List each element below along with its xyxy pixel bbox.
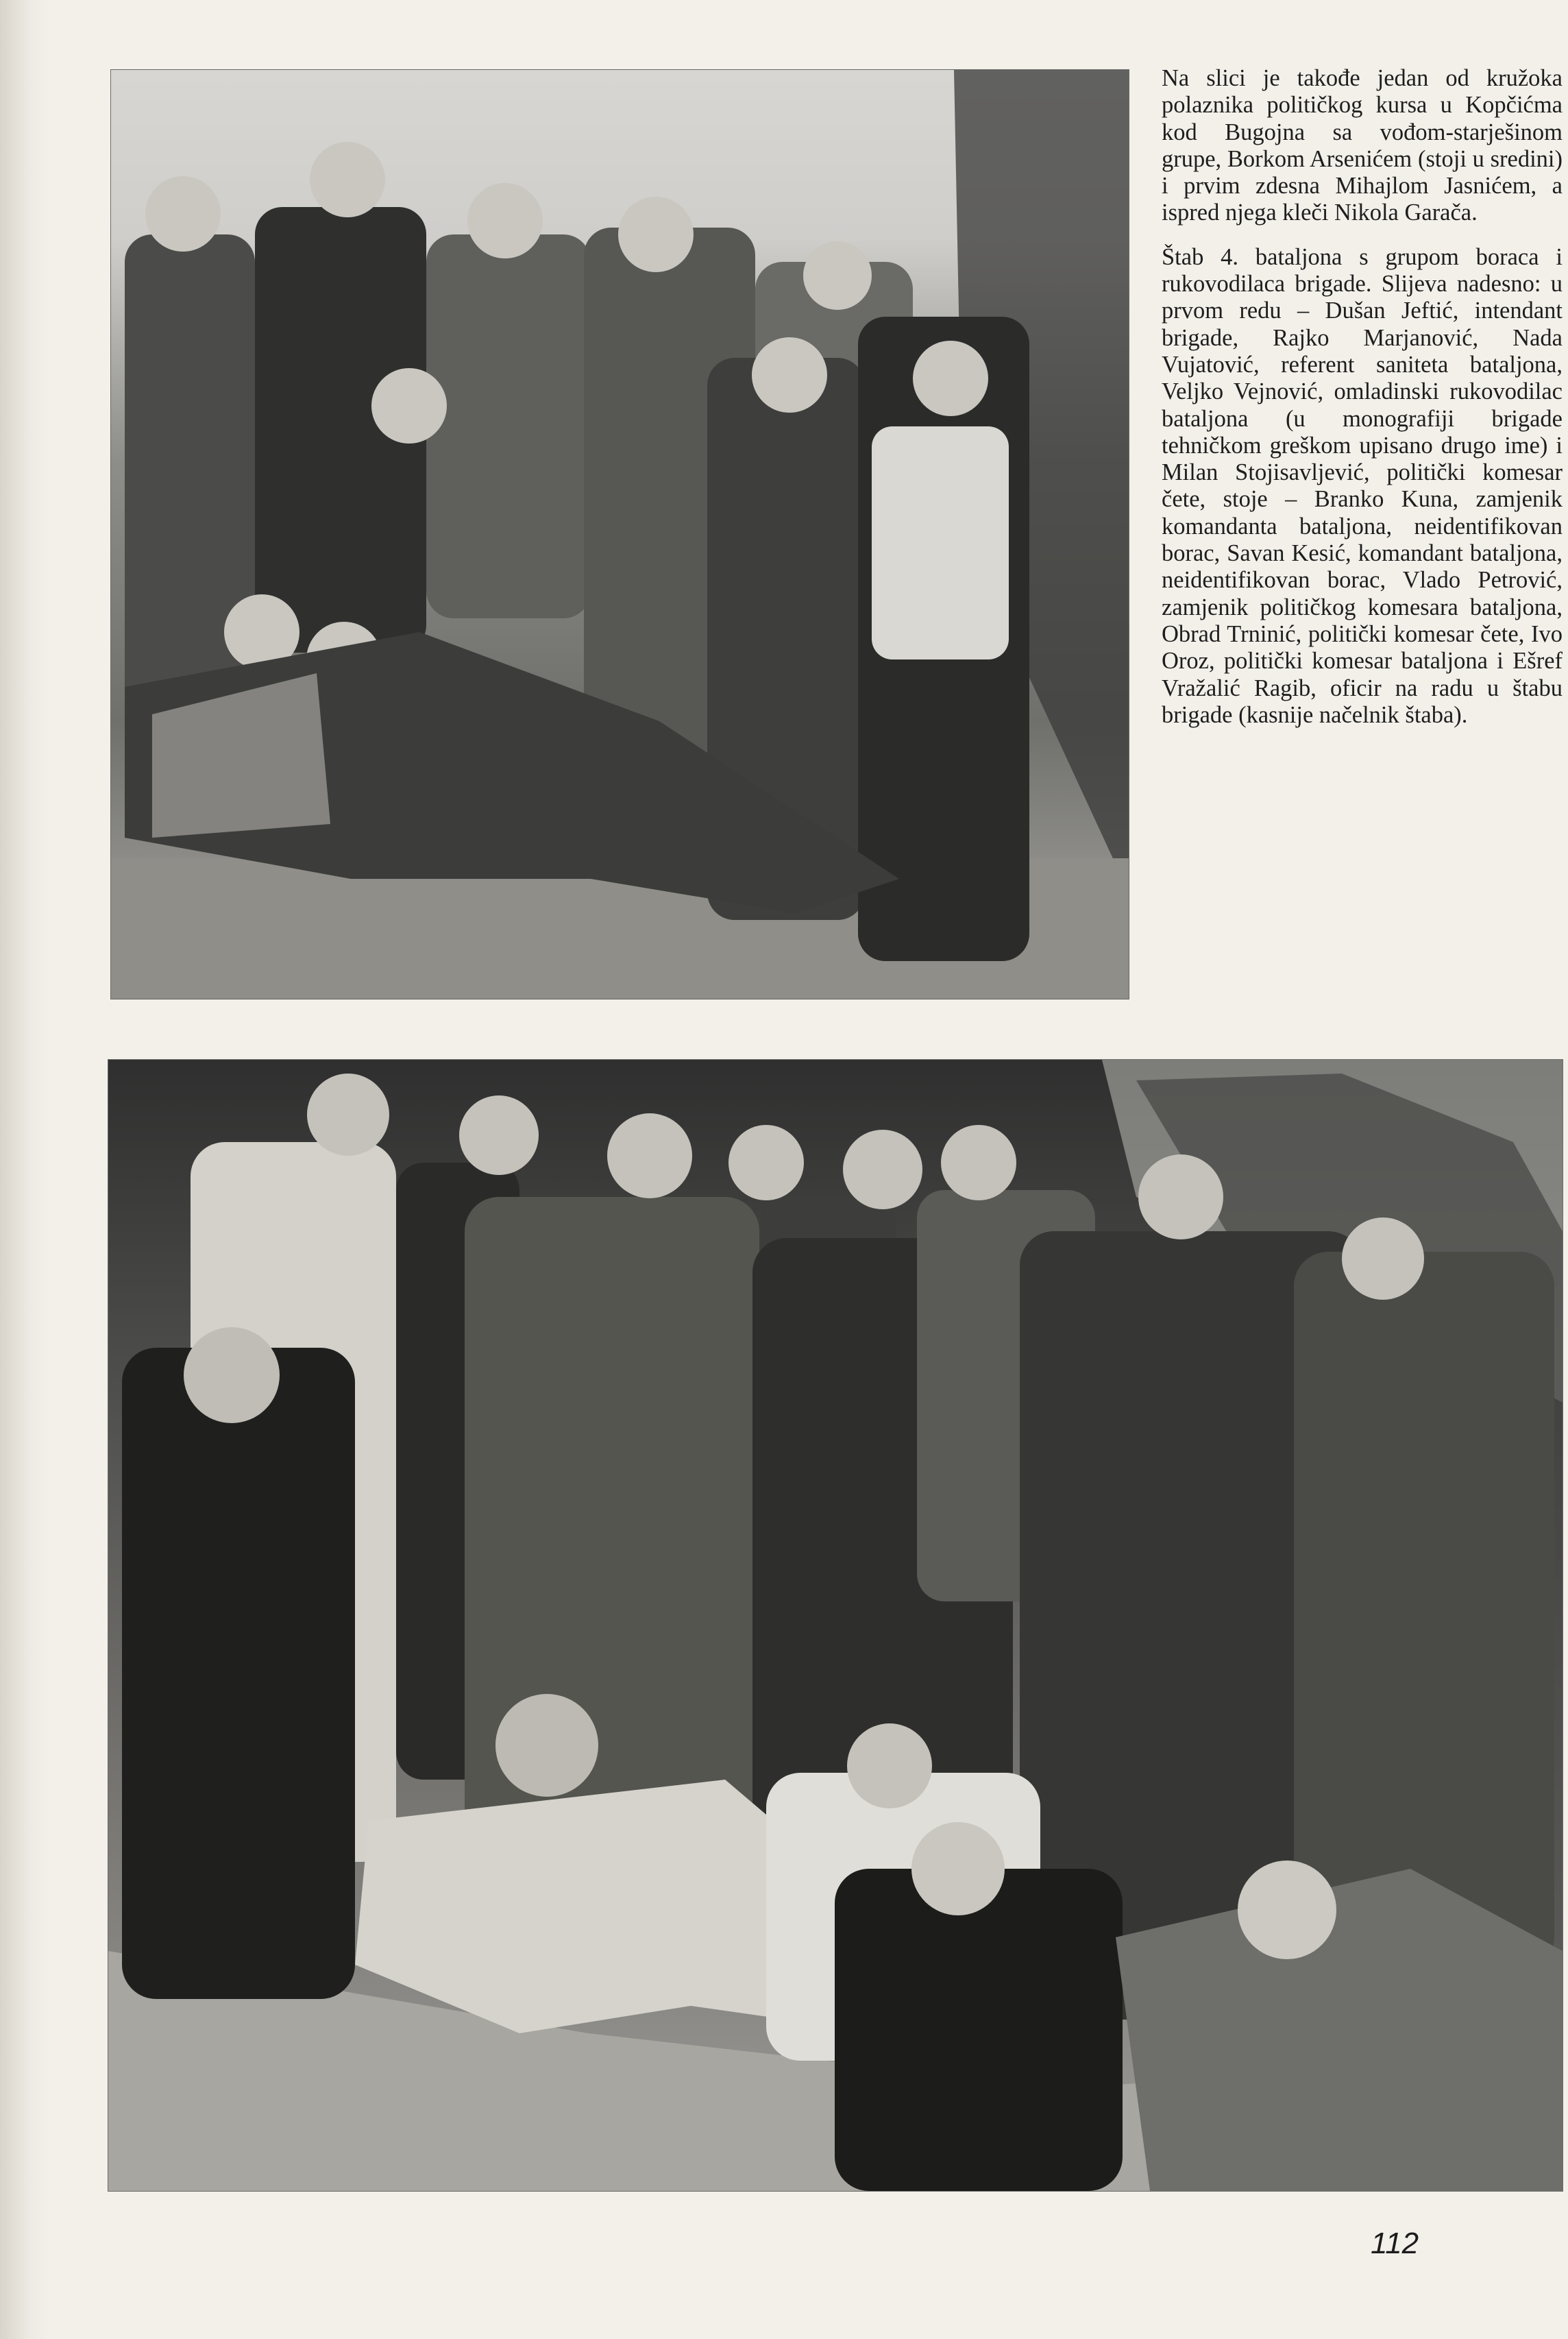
photo-course-group: [111, 70, 1129, 999]
caption-photo2: Štab 4. bataljona s grupom boraca i rukovodilaca brigade. Slijeva nadesno: u prvom redu – Dušan Jeftić, intendant brigade, Rajko Marjanović, Nada Vujatović, referent saniteta bataljona, Veljko Vejnović, omladinski rukovodilac bataljona (u monografiji brigade tehničkom greškom upisano drugo ime) i Milan Stojisavljević, politički komesar čete, stoje – Branko Kuna, zamjenik komandanta bataljona, neidentifikovan borac, Savan Kesić, komandant bataljona, neidentifikovan borac, Vlado Petrović, zamjenik političkog komesara bataljona, Obrad Trninić, politički komesar čete, Ivo Oroz, politički komesar bataljona i Ešref Vražalić Ragib, oficir na radu u štabu brigade (kasnije načelnik štaba).: [1162, 243, 1563, 728]
caption-column: [1162, 65, 1563, 746]
page-spine-shadow: [0, 0, 48, 2339]
photo-battalion-staff-figures: [108, 1060, 1563, 2191]
page-number: 112: [1371, 2227, 1419, 2260]
photo-battalion-staff: [108, 1060, 1563, 2191]
photo-course-group-figures: [111, 70, 1129, 999]
caption-photo1: Na slici je takođe jedan od kružoka polaznika političkog kursa u Kopčićma kod Bugojna sa vođom-starješinom grupe, Borkom Arsenićem (stoji u sredini) i prvim zdesna Mihajlom Jasnićem, a ispred njega kleči Nikola Garača.: [1162, 65, 1563, 226]
